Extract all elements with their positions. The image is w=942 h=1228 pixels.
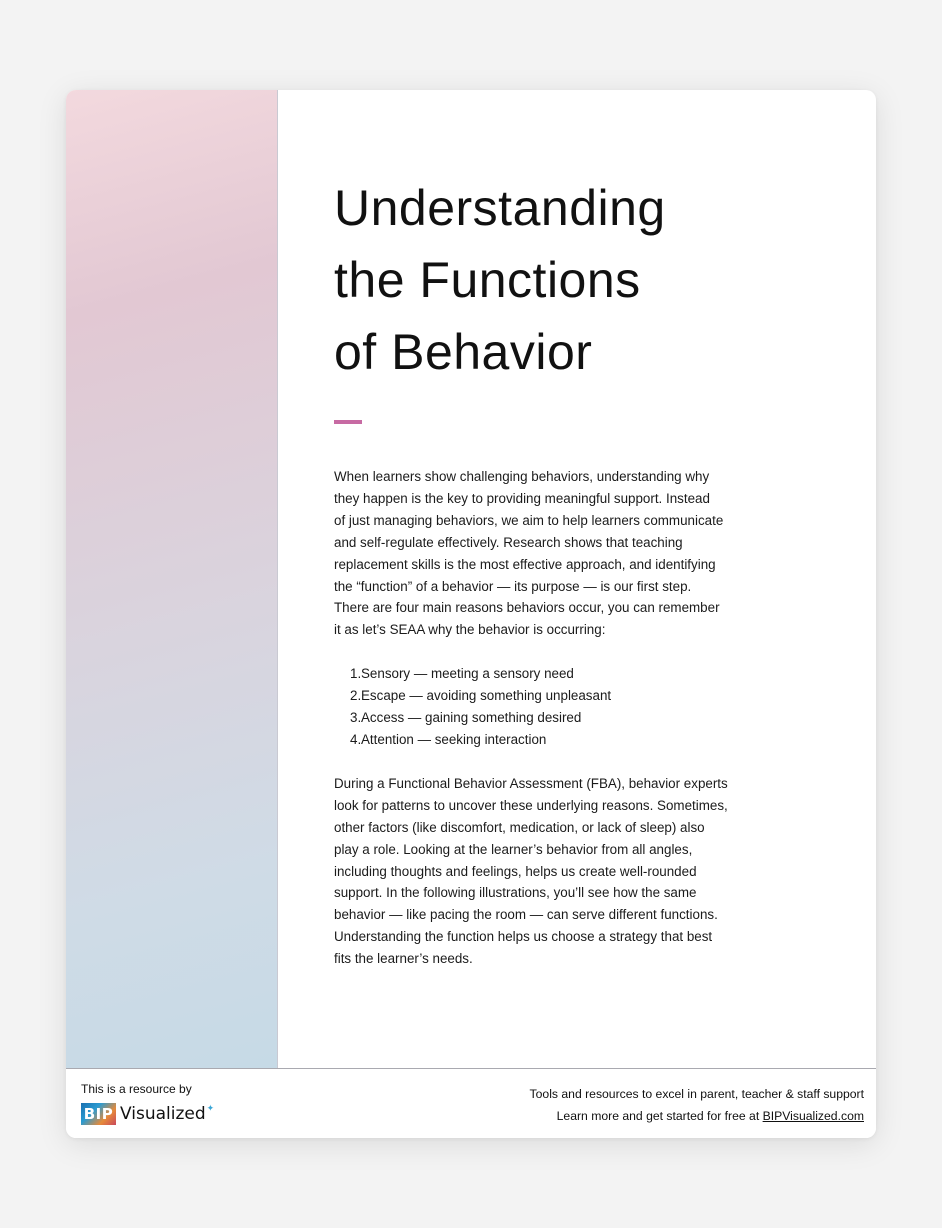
logo-wordmark: Visualized — [120, 1104, 206, 1124]
text-line: play a role. Looking at the learner’s behavior from all angles, — [334, 841, 693, 857]
text-line: they happen is the key to providing meaningful support. Instead — [334, 490, 710, 506]
list-item — [350, 685, 738, 707]
list-item — [350, 729, 738, 751]
text-line: of just managing behaviors, we aim to help learners communicate — [334, 512, 724, 528]
text-line: and self-regulate effectively. Research shows that teaching — [334, 534, 683, 550]
intro-paragraph — [334, 466, 738, 641]
text-line: look for patterns to uncover these underlying reasons. Sometimes, — [334, 797, 728, 813]
learn-more-text: Learn more and get started for free at — [556, 1109, 763, 1123]
title-line: the Functions — [334, 252, 641, 308]
text-line: behavior — like pacing the room — can serve different functions. — [334, 907, 718, 923]
list-number: 3. — [350, 710, 362, 726]
list-number: 2. — [350, 688, 362, 704]
text-line: replacement skills is the most effective approach, and identifying — [334, 556, 716, 572]
footer-tagline: Tools and resources to excel in parent, teacher & staff support — [529, 1087, 864, 1101]
page-footer — [66, 1068, 876, 1138]
decorative-sidebar — [66, 90, 278, 1068]
logo-mark: BIP — [81, 1103, 116, 1125]
sparkle-icon: ✦ — [206, 1102, 215, 1113]
text-line: support. In the following illustrations, you’ll see how the same — [334, 885, 697, 901]
text-line: Understanding the function helps us choose a strategy that best — [334, 929, 713, 945]
title-line: Understanding — [334, 180, 666, 236]
bip-visualized-logo[interactable] — [81, 1103, 214, 1125]
list-item-text: Access — gaining something desired — [361, 710, 582, 726]
text-line: When learners show challenging behaviors, understanding why — [334, 469, 710, 484]
text-line: During a Functional Behavior Assessment (FBA), behavior experts — [334, 775, 728, 791]
title-line: of Behavior — [334, 324, 593, 380]
resource-by-label: This is a resource by — [81, 1082, 192, 1096]
footer-info — [530, 1083, 864, 1127]
list-item-text: Sensory — meeting a sensory need — [361, 666, 574, 682]
list-number: 4. — [350, 731, 362, 747]
list-number: 1. — [350, 666, 362, 682]
body-text — [334, 466, 738, 970]
list-item — [350, 707, 738, 729]
text-line: the “function” of a behavior — its purpose — is our first step. — [334, 578, 692, 594]
functions-list — [334, 663, 738, 751]
text-line: There are four main reasons behaviors occur, you can remember — [334, 600, 720, 616]
document-page — [66, 90, 876, 1138]
text-line: it as let’s SEAA why the behavior is occurring: — [334, 622, 606, 638]
list-item-text: Escape — avoiding something unpleasant — [361, 688, 612, 704]
title-accent-bar — [334, 420, 362, 424]
closing-paragraph — [334, 773, 738, 970]
text-line: fits the learner’s needs. — [334, 951, 473, 967]
footer-learn-more — [530, 1105, 864, 1127]
text-line: including thoughts and feelings, helps us create well-rounded — [334, 863, 697, 879]
text-line: other factors (like discomfort, medication, or lack of sleep) also — [334, 819, 705, 835]
list-item — [350, 663, 738, 685]
page-title — [334, 172, 754, 388]
list-item-text: Attention — seeking interaction — [361, 731, 547, 747]
footer-branding — [81, 1081, 214, 1125]
website-link[interactable]: BIPVisualized.com — [762, 1109, 864, 1123]
